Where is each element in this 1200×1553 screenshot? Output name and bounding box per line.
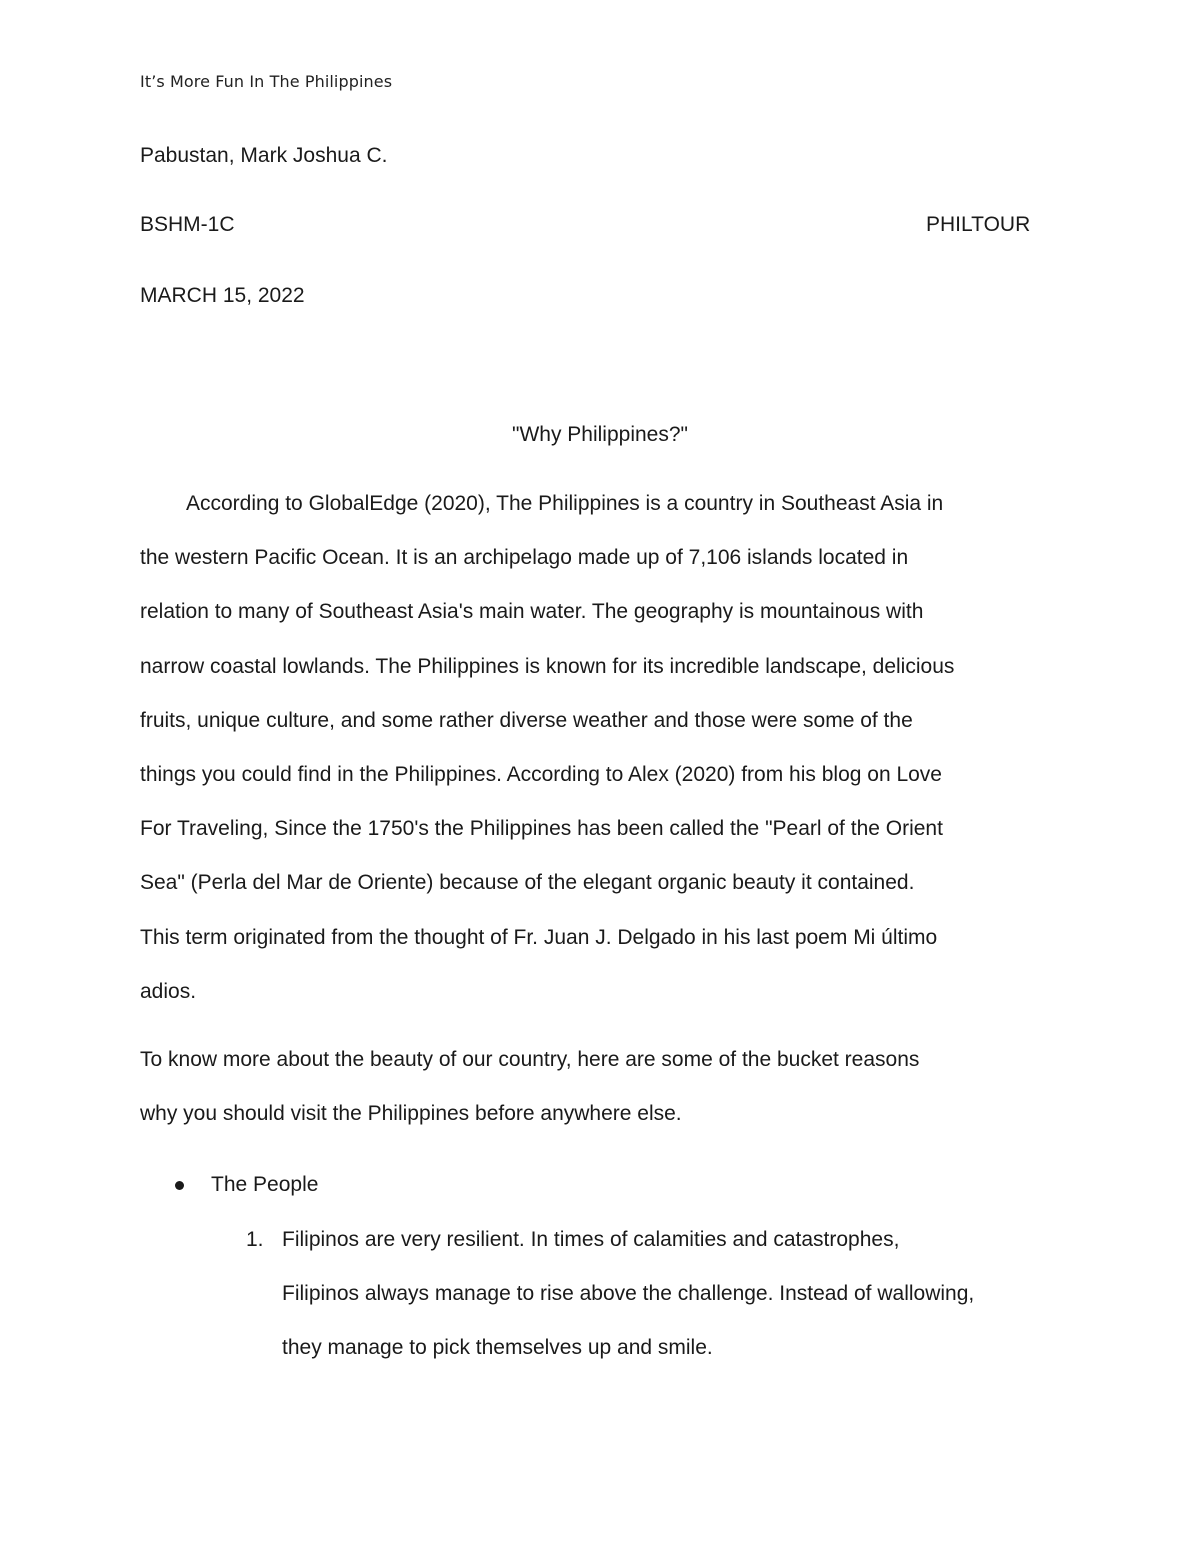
paragraph-line: According to GlobalEdge (2020), The Philippines is a country in Southeast Asia in	[186, 492, 944, 515]
paragraph-reasons-intro	[140, 1048, 1080, 1156]
paragraph-line: fruits, unique culture, and some rather diverse weather and those were some of the	[140, 708, 913, 732]
submission-date: MARCH 15, 2022	[140, 284, 305, 307]
paragraph-intro	[140, 492, 1080, 1034]
running-header: It’s More Fun In The Philippines	[140, 72, 393, 91]
subject-code: PHILTOUR	[926, 213, 1031, 236]
bullet-dot-icon	[175, 1181, 184, 1190]
paragraph-line: To know more about the beauty of our country, here are some of the bucket reasons	[140, 1048, 920, 1071]
course-section: BSHM-1C	[140, 213, 235, 236]
author-name: Pabustan, Mark Joshua C.	[140, 144, 388, 167]
paragraph-line: Sea" (Perla del Mar de Oriente) because of the elegant organic beauty it contained.	[140, 871, 915, 895]
paragraph-line: why you should visit the Philippines before anywhere else.	[140, 1102, 682, 1126]
paragraph-line: For Traveling, Since the 1750's the Philippines has been called the "Pearl of the Orient	[140, 817, 943, 841]
paragraph-line: narrow coastal lowlands. The Philippines is known for its incredible landscape, delicious	[140, 654, 955, 678]
paragraph-line: Filipinos are very resilient. In times of calamities and catastrophes,	[282, 1228, 900, 1251]
paragraph-line: things you could find in the Philippines. According to Alex (2020) from his blog on Love	[140, 762, 942, 786]
numbered-item-body	[282, 1228, 1082, 1391]
paragraph-line: adios.	[140, 979, 197, 1003]
paragraph-line: they manage to pick themselves up and smile.	[282, 1336, 713, 1360]
paragraph-line: relation to many of Southeast Asia's main water. The geography is mountainous with	[140, 600, 924, 624]
item-number: 1.	[246, 1228, 264, 1251]
essay-title: "Why Philippines?"	[512, 423, 688, 446]
paragraph-line: the western Pacific Ocean. It is an archipelago made up of 7,106 islands located in	[140, 546, 909, 570]
paragraph-line: Filipinos always manage to rise above the challenge. Instead of wallowing,	[282, 1282, 975, 1306]
bullet-label: The People	[211, 1173, 319, 1196]
paragraph-line: This term originated from the thought of Fr. Juan J. Delgado in his last poem Mi último	[140, 925, 938, 949]
